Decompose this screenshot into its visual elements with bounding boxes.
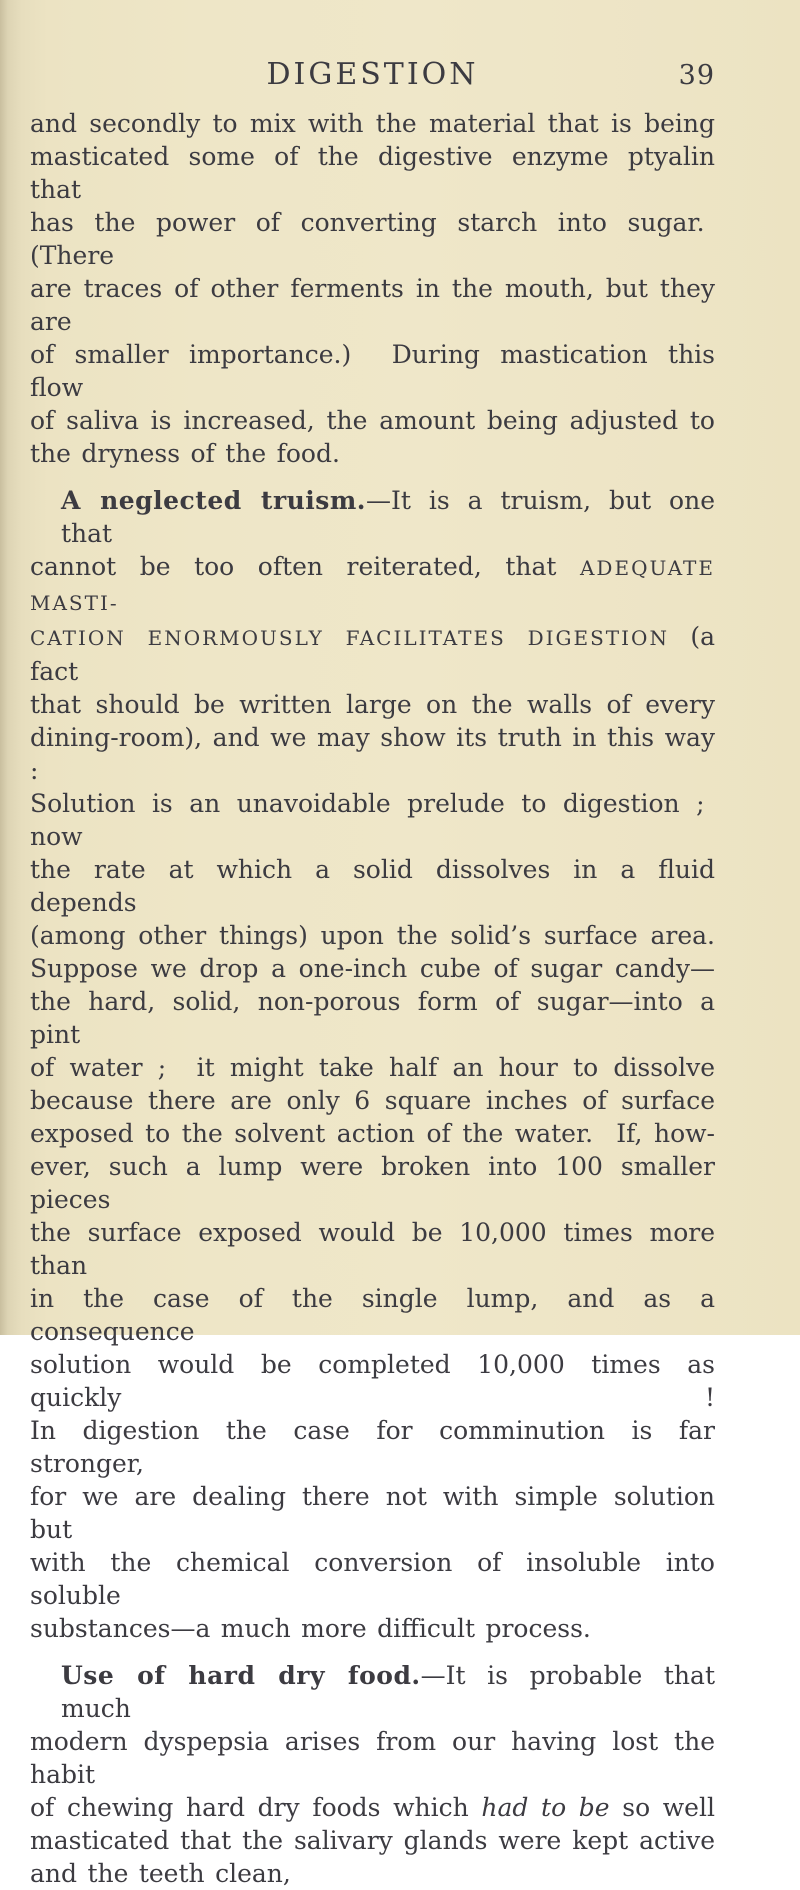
text-line: [30, 404, 715, 437]
text-line: [30, 952, 715, 985]
text-line: [30, 1051, 715, 1084]
text-segment: the rate at which a solid dissolves in a fluid depends: [30, 855, 715, 917]
text-segment: and the teeth clean,: [30, 1859, 291, 1888]
text-line: [30, 1084, 715, 1117]
text-line: [30, 1791, 715, 1824]
text-segment: (a fact: [30, 622, 716, 686]
text-segment: masticated that the salivary glands were kept active: [30, 1826, 715, 1855]
text-line: [30, 484, 715, 550]
text-line: [30, 1348, 715, 1414]
text-line: [30, 1414, 715, 1480]
text-line: [30, 437, 715, 470]
text-line: [30, 985, 715, 1051]
text-line: [30, 1546, 715, 1612]
text-line: [30, 620, 715, 688]
text-segment: —It is probable that much: [61, 1661, 715, 1723]
text-segment: of water ; it might take half an hour to dissolve: [30, 1053, 715, 1082]
text-segment: the surface exposed would be 10,000 times more than: [30, 1218, 715, 1280]
text-line: [30, 1612, 715, 1645]
text-line: [30, 550, 715, 620]
text-segment: Solution is an unavoidable prelude to digestion ; now: [30, 789, 715, 851]
text-line: [30, 1824, 715, 1857]
text-segment: because there are only 6 square inches of surface: [30, 1086, 715, 1115]
text-line: [30, 919, 715, 952]
text-segment: for we are dealing there not with simple solution but: [30, 1482, 715, 1544]
text-segment: that should be written large on the walls of every: [30, 690, 715, 719]
text-segment: modern dyspepsia arises from our having lost the habit: [30, 1727, 715, 1789]
paragraph-continuation: [30, 107, 715, 470]
text-line: [30, 338, 715, 404]
text-line: [30, 272, 715, 338]
text-segment: in the case of the single lump, and as a consequence: [30, 1284, 715, 1346]
text-segment: cannot be too often reiterated, that: [30, 552, 580, 581]
text-line: [30, 206, 715, 272]
text-segment: In digestion the case for comminution is far stronger,: [30, 1416, 715, 1478]
text-segment: has the power of converting starch into sugar. (There: [30, 208, 715, 270]
text-segment: dining-room), and we may show its truth in this way :: [30, 723, 715, 785]
text-segment: are traces of other ferments in the mouth, but they are: [30, 274, 715, 336]
paragraph-neglected-truism: [30, 484, 715, 1645]
text-line: [30, 1282, 715, 1348]
text-segment: of chewing hard dry foods which: [30, 1793, 482, 1822]
text-segment: solution would be completed 10,000 times as quickly !: [30, 1350, 715, 1412]
text-line: [30, 1150, 715, 1216]
page-number: 39: [678, 60, 715, 91]
text-segment: of smaller importance.) During mastication this flow: [30, 340, 715, 402]
text-segment: A neglected truism.: [61, 486, 367, 515]
text-line: [30, 1480, 715, 1546]
text-segment: so well: [609, 1793, 715, 1822]
text-line: [30, 853, 715, 919]
paragraph-hard-dry-food: [30, 1659, 715, 1890]
text-line: [30, 688, 715, 721]
text-segment: exposed to the solvent action of the water. If, how-: [30, 1119, 715, 1148]
text-segment: CATION ENORMOUSLY FACILITATES DIGESTION: [30, 626, 669, 650]
text-segment: (among other things) upon the solid’s surface area.: [30, 921, 715, 950]
text-line: [30, 1725, 715, 1791]
text-segment: had to be: [481, 1793, 610, 1822]
text-line: [30, 1216, 715, 1282]
text-segment: the hard, solid, non-porous form of sugar—into a pint: [30, 987, 715, 1049]
page-header: [30, 58, 715, 92]
text-segment: ADEQUATE MASTI-: [30, 556, 715, 615]
text-segment: ever, such a lump were broken into 100 smaller pieces: [30, 1152, 715, 1214]
text-line: [30, 140, 715, 206]
text-segment: the dryness of the food.: [30, 439, 340, 468]
running-title: DIGESTION: [266, 57, 479, 92]
text-segment: —It is a truism, but one that: [61, 486, 715, 548]
text-segment: substances—a much more difficult process.: [30, 1614, 591, 1643]
text-segment: with the chemical conversion of insoluble into soluble: [30, 1548, 715, 1610]
text-segment: and secondly to mix with the material that is being: [30, 109, 715, 138]
text-line: [30, 1117, 715, 1150]
text-body: [30, 107, 715, 1890]
text-line: [30, 1857, 715, 1890]
text-segment: masticated some of the digestive enzyme ptyalin that: [30, 142, 715, 204]
text-segment: of saliva is increased, the amount being adjusted to: [30, 406, 715, 435]
text-line: [30, 787, 715, 853]
text-line: [30, 107, 715, 140]
text-line: [30, 721, 715, 787]
text-segment: Use of hard dry food.: [61, 1661, 421, 1690]
text-line: [30, 1659, 715, 1725]
text-segment: Suppose we drop a one-inch cube of sugar candy—: [30, 954, 715, 983]
